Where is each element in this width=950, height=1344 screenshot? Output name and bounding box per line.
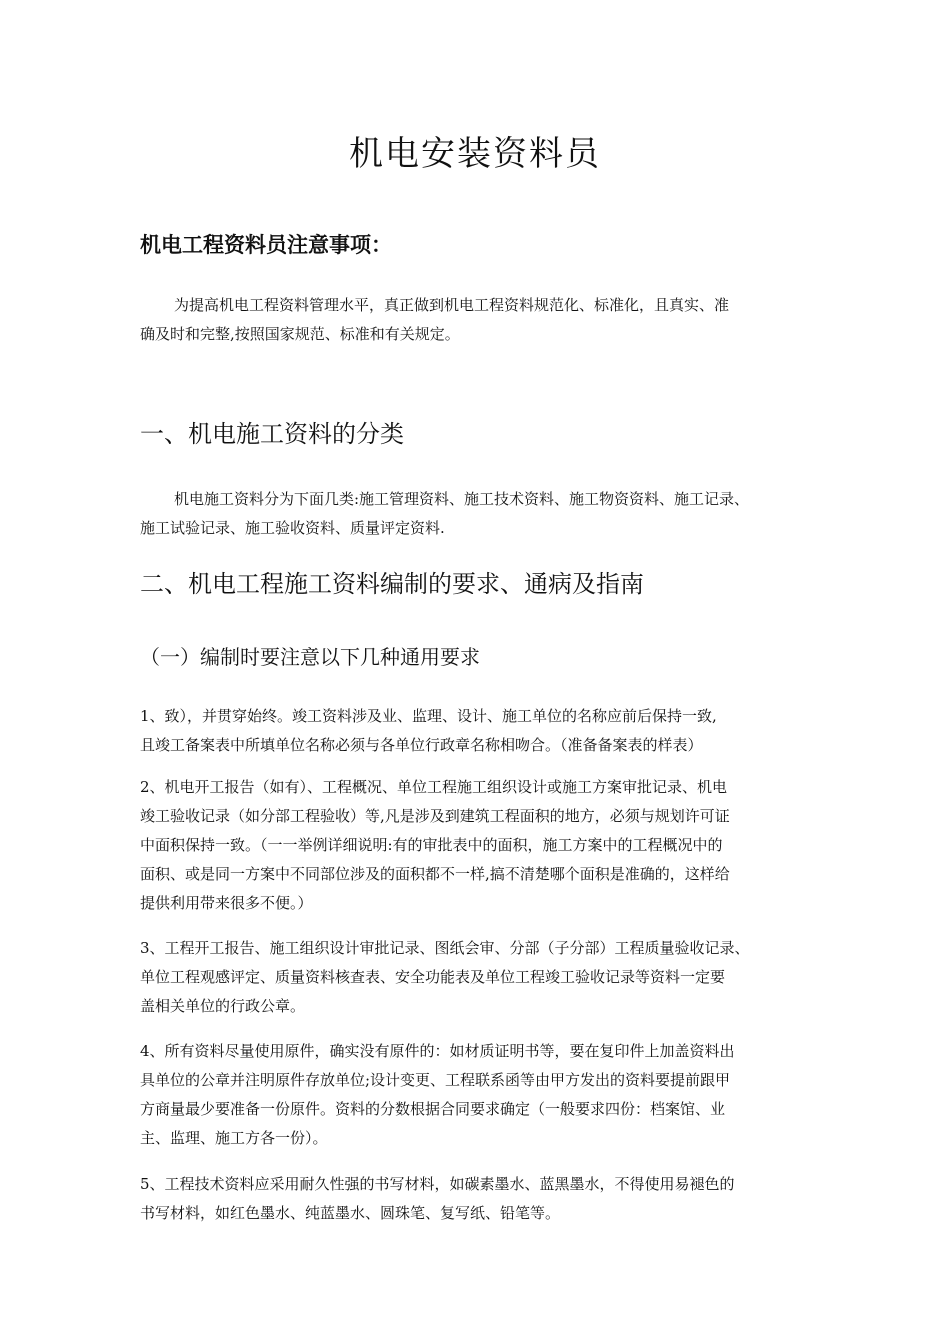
list-item-line: 面积、或是同一方案中不同部位涉及的面积都不一样,搞不清楚哪个面积是准确的，这样给 bbox=[140, 865, 730, 883]
list-item-line: 1、致），并贯穿始终。竣工资料涉及业、监理、设计、施工单位的名称应前后保持一致, bbox=[140, 707, 717, 725]
list-item-line: 提供利用带来很多不便。） bbox=[140, 894, 313, 912]
list-item-line: 单位工程观感评定、质量资料核查表、安全功能表及单位工程竣工验收记录等资料一定要 bbox=[140, 968, 726, 986]
intro-paragraph bbox=[140, 291, 830, 349]
section-2-heading: 二、机电工程施工资料编制的要求、通病及指南 bbox=[140, 570, 644, 598]
subsection-1-heading: （一）编制时要注意以下几种通用要求 bbox=[140, 645, 480, 669]
document-title: 机电安装资料员 bbox=[349, 134, 601, 174]
list-item-line: 5、工程技术资料应采用耐久性强的书写材料，如碳素墨水、蓝黑墨水，不得使用易褪色的 bbox=[140, 1175, 735, 1193]
section-1-line-1: 机电施工资料分为下面几类:施工管理资料、施工技术资料、施工物资资料、施工记录、 bbox=[174, 490, 750, 508]
list-item bbox=[140, 934, 832, 1021]
notice-heading: 机电工程资料员注意事项： bbox=[140, 233, 392, 257]
list-item-line: 2、机电开工报告（如有）、工程概况、单位工程施工组织设计或施工方案审批记录、机电 bbox=[140, 778, 728, 796]
list-item-line: 竣工验收记录（如分部工程验收）等,凡是涉及到建筑工程面积的地方，必须与规划许可证 bbox=[140, 807, 730, 825]
intro-line-2: 确及时和完整,按照国家规范、标准和有关规定。 bbox=[140, 325, 460, 343]
section-1-paragraph bbox=[140, 485, 830, 543]
list-item bbox=[140, 773, 832, 918]
section-1-line-2: 施工试验记录、施工验收资料、质量评定资料. bbox=[140, 519, 445, 537]
list-item-line: 4、所有资料尽量使用原件，确实没有原件的：如材质证明书等，要在复印件上加盖资料出 bbox=[140, 1042, 735, 1060]
list-item-line: 盖相关单位的行政公章。 bbox=[140, 997, 306, 1015]
list-item bbox=[140, 1170, 832, 1228]
list-item bbox=[140, 1037, 832, 1153]
list-item-line: 方商量最少要准备一份原件。资料的分数根据合同要求确定（一般要求四份：档案馆、业 bbox=[140, 1100, 726, 1118]
list-item bbox=[140, 702, 832, 760]
list-item-line: 且竣工备案表中所填单位名称必须与各单位行政章名称相吻合。（准备备案表的样表） bbox=[140, 736, 703, 754]
list-item-line: 具单位的公章并注明原件存放单位;设计变更、工程联系函等由甲方发出的资料要提前跟甲 bbox=[140, 1071, 731, 1089]
list-item-line: 主、监理、施工方各一份）。 bbox=[140, 1129, 328, 1147]
section-1-heading: 一、机电施工资料的分类 bbox=[140, 420, 404, 448]
list-item-line: 中面积保持一致。（一一举例详细说明:有的审批表中的面积，施工方案中的工程概况中的 bbox=[140, 836, 723, 854]
intro-line-1: 为提高机电工程资料管理水平，真正做到机电工程资料规范化、标准化，且真实、准 bbox=[174, 296, 730, 314]
list-item-line: 书写材料，如红色墨水、纯蓝墨水、圆珠笔、复写纸、铅笔等。 bbox=[140, 1204, 561, 1222]
list-item-line: 3、工程开工报告、施工组织设计审批记录、图纸会审、分部（子分部）工程质量验收记录、 bbox=[140, 939, 750, 957]
